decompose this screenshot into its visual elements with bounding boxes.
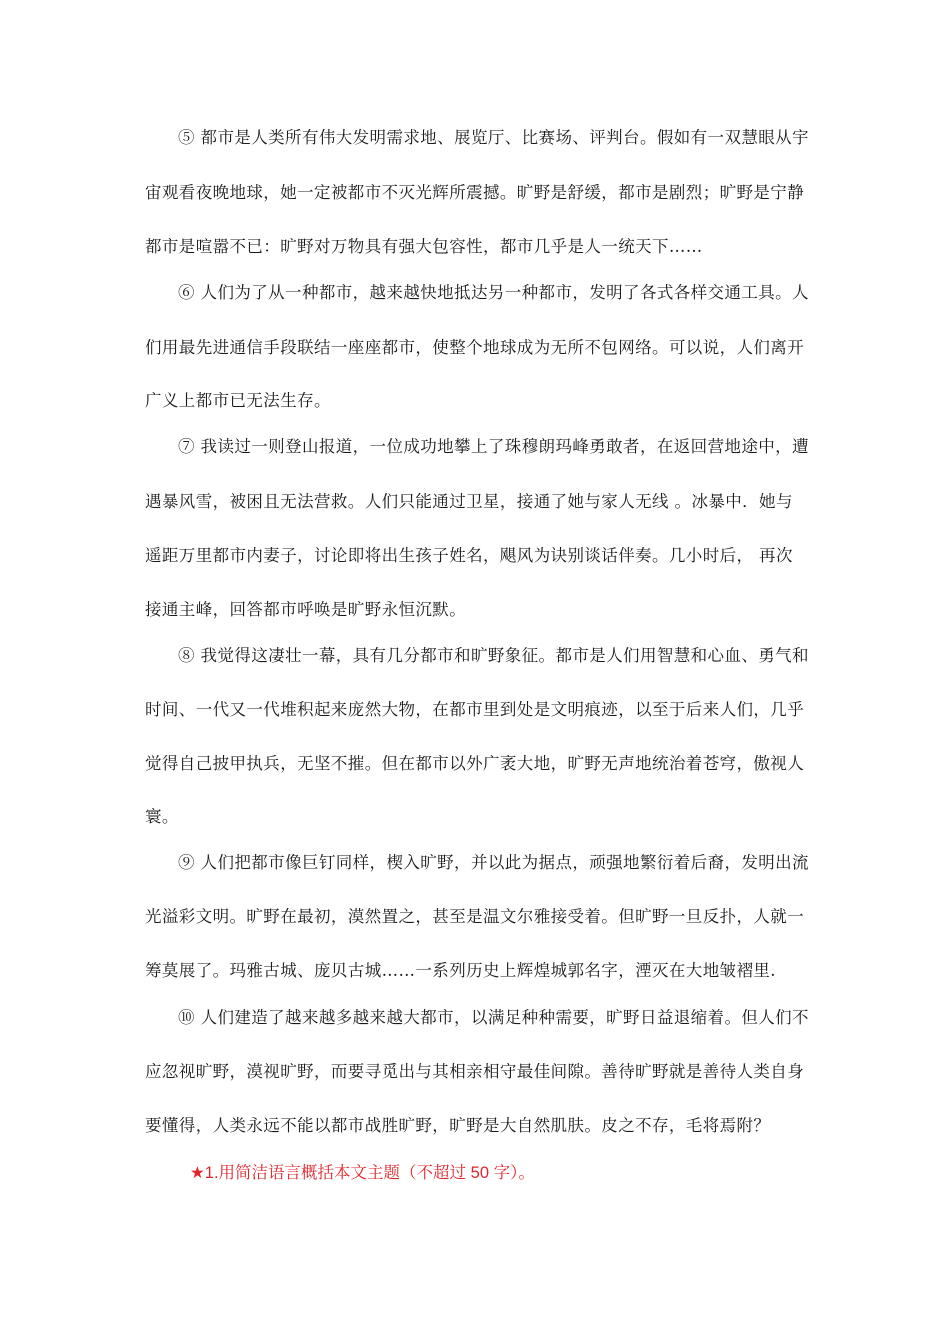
paragraph-5-line-1: ⑤ 都市是人类所有伟大发明需求地、展览厅、比赛场、评判台。假如有一双慧眼从宇 — [178, 128, 809, 147]
paragraph-10-line-3: 要懂得，人类永远不能以都市战胜旷野，旷野是大自然肌肤。皮之不存，毛将焉附？ — [145, 1116, 771, 1135]
paragraph-9-line-1: ⑨ 人们把都市像巨钉同样，楔入旷野，并以此为据点，顽强地繁衍着后裔，发明出流 — [178, 853, 809, 872]
paragraph-9-line-2: 光溢彩文明。旷野在最初，漠然置之，甚至是温文尔雅接受着。但旷野一旦反扑，人就一 — [145, 907, 805, 926]
paragraph-6-line-1: ⑥ 人们为了从一种都市，越来越快地抵达另一种都市，发明了各式各样交通工具。人 — [178, 283, 809, 302]
paragraph-7-line-3: 遥距万里都市内妻子，讨论即将出生孩子姓名，飓风为诀别谈话伴奏。几小时后， 再次 — [145, 546, 793, 565]
paragraph-7-line-2: 遇暴风雪，被困且无法营救。人们只能通过卫星，接通了她与家人无线 。冰暴中．她与 — [145, 492, 793, 511]
paragraph-8-line-1: ⑧ 我觉得这凄壮一幕，具有几分都市和旷野象征。都市是人们用智慧和心血、勇气和 — [178, 646, 809, 665]
paragraph-10-line-1: ⑩ 人们建造了越来越多越来越大都市，以满足种种需要，旷野日益退缩着。但人们不 — [178, 1008, 809, 1027]
paragraph-7-line-1: ⑦ 我读过一则登山报道，一位成功地攀上了珠穆朗玛峰勇敢者，在返回营地途中，遭 — [178, 437, 809, 456]
paragraph-7-line-4: 接通主峰，回答都市呼唤是旷野永恒沉默。 — [145, 600, 467, 619]
paragraph-5-line-2: 宙观看夜晚地球，她一定被都市不灭光辉所震撼。旷野是舒缓，都市是剧烈；旷野是宁静 — [145, 183, 805, 202]
paragraph-9-line-3: 筹莫展了。玛雅古城、庞贝古城……一系列历史上辉煌城郭名字，湮灭在大地皱褶里. — [145, 961, 776, 980]
paragraph-6-line-2: 们用最先进通信手段联结一座座都市，使整个地球成为无所不包网络。可以说，人们离开 — [145, 338, 805, 357]
paragraph-10-line-2: 应忽视旷野，漠视旷野，而要寻觅出与其相亲相守最佳间隙。善待旷野就是善待人类自身 — [145, 1062, 805, 1081]
paragraph-8-line-3: 觉得自己披甲执兵，无坚不摧。但在都市以外广袤大地，旷野无声地统治着苍穹，傲视人 — [145, 754, 805, 773]
paragraph-5-line-3: 都市是喧嚣不已：旷野对万物具有强大包容性，都市几乎是人一统天下…… — [145, 237, 703, 256]
paragraph-8-line-2: 时间、一代又一代堆积起来庞然大物，在都市里到处是文明痕迹，以至于后来人们，几乎 — [145, 700, 805, 719]
question-1: ★1.用简洁语言概括本文主题（不超过 50 字）。 — [190, 1164, 535, 1182]
paragraph-8-line-4: 寰。 — [145, 807, 179, 826]
paragraph-6-line-3: 广义上都市已无法生存。 — [145, 391, 331, 410]
